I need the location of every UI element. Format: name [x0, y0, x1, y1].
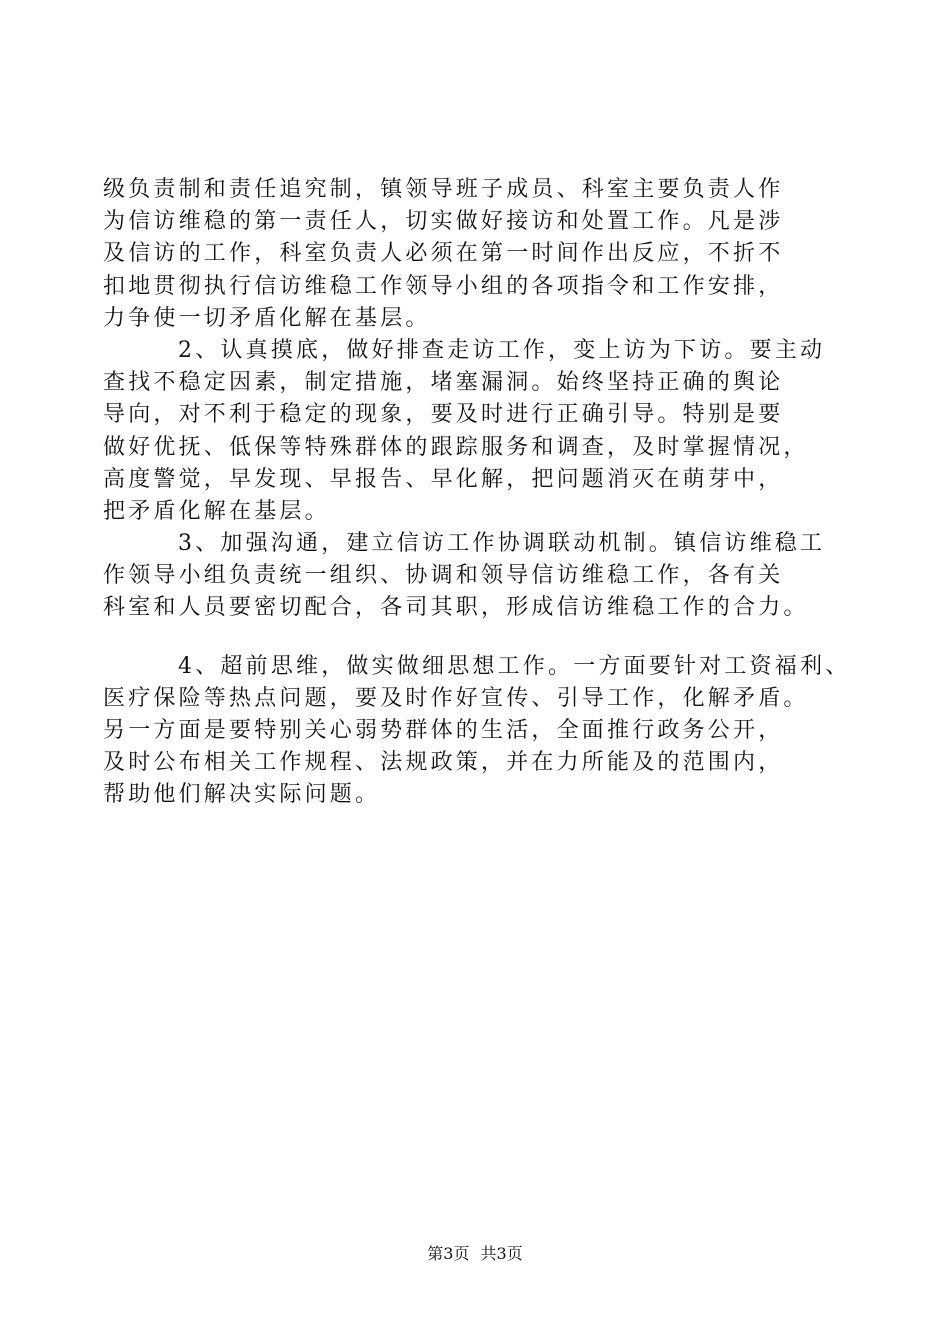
text-line: 作领导小组负责统一组织、协调和领导信访维稳工作，各有关: [103, 563, 784, 589]
text-line: 及信访的工作，科室负责人必须在第一时间作出反应，不折不: [103, 241, 784, 267]
text-line: 查找不稳定因素，制定措施，堵塞漏洞。始终坚持正确的舆论: [103, 370, 784, 396]
text-line: 力争使一切矛盾化解在基层。: [103, 305, 431, 331]
paragraph-2: [103, 335, 853, 528]
text-line: 及时公布相关工作规程、法规政策，并在力所能及的范围内，: [103, 750, 784, 776]
page-footer: [0, 1244, 950, 1264]
document-body: [103, 174, 853, 812]
text-line: 把矛盾化解在基层。: [103, 498, 330, 524]
text-line: 扣地贯彻执行信访维稳工作领导小组的各项指令和工作安排，: [103, 273, 784, 299]
text-line: 帮助他们解决实际问题。: [103, 782, 381, 808]
page-number-current: 第3页: [427, 1244, 470, 1263]
text-line: 做好优抚、低保等特殊群体的跟踪服务和调查，及时掌握情况，: [103, 434, 809, 460]
paragraph-4: [103, 651, 853, 812]
text-line: 科室和人员要密切配合，各司其职，形成信访维稳工作的合力。: [103, 595, 809, 621]
text-line: 为信访维稳的第一责任人，切实做好接访和处置工作。凡是涉: [103, 209, 784, 235]
text-line: 导向，对不利于稳定的现象，要及时进行正确引导。特别是要: [103, 402, 784, 428]
paragraph-1: [103, 174, 853, 335]
text-line: 高度警觉，早发现、早报告、早化解，把问题消灭在萌芽中，: [103, 466, 784, 492]
paragraph-gap: [103, 625, 853, 651]
text-line: 级负责制和责任追究制，镇领导班子成员、科室主要负责人作: [103, 177, 784, 202]
text-line: 3、加强沟通，建立信访工作协调联动机制。镇信访维稳工: [178, 531, 826, 557]
text-line: 2、认真摸底，做好排查走访工作，变上访为下访。要主动: [178, 337, 826, 363]
text-line: 医疗保险等热点问题，要及时作好宣传、引导工作，化解矛盾。: [103, 685, 809, 711]
page-number-total: 共3页: [480, 1244, 523, 1263]
text-line: 另一方面是要特别关心弱势群体的生活，全面推行政务公开，: [103, 718, 784, 743]
text-line: 4、超前思维，做实做细思想工作。一方面要针对工资福利、: [178, 653, 851, 679]
paragraph-3: [103, 528, 853, 625]
